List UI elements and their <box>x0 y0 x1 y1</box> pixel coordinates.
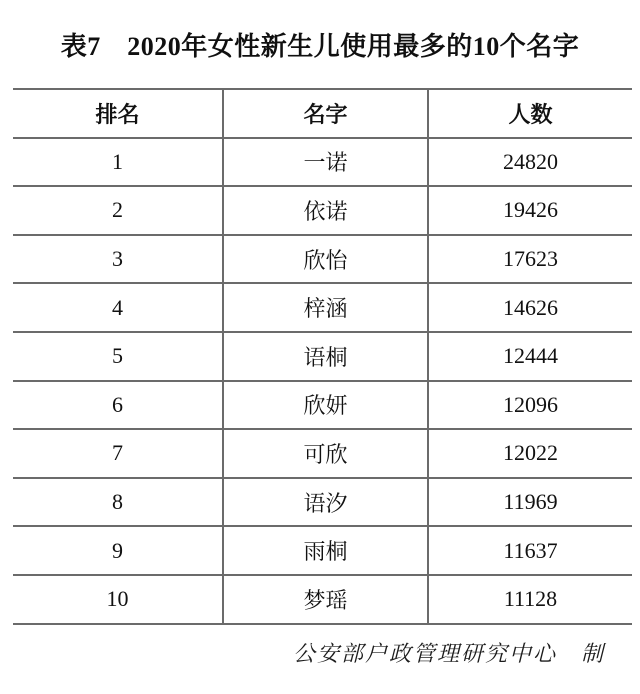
header-cell-name: 名字 <box>223 89 428 138</box>
header-row <box>13 89 632 138</box>
table-row <box>13 478 632 527</box>
header-cell-rank: 排名 <box>13 89 223 138</box>
name-cell: 可欣 <box>223 429 428 478</box>
name-cell: 欣怡 <box>223 235 428 284</box>
rank-cell: 1 <box>13 138 223 187</box>
table-row <box>13 138 632 187</box>
table-row <box>13 235 632 284</box>
table-row <box>13 283 632 332</box>
count-cell: 12444 <box>428 332 632 381</box>
rank-cell: 2 <box>13 186 223 235</box>
name-cell: 梦瑶 <box>223 575 428 624</box>
header-cell-count: 人数 <box>428 89 632 138</box>
name-cell: 语桐 <box>223 332 428 381</box>
names-table <box>13 88 632 625</box>
count-cell: 19426 <box>428 186 632 235</box>
rank-cell: 9 <box>13 526 223 575</box>
count-cell: 12096 <box>428 381 632 430</box>
rank-cell: 3 <box>13 235 223 284</box>
footer-credit: 公安部户政管理研究中心 制 <box>292 640 605 666</box>
name-cell: 一诺 <box>223 138 428 187</box>
table-row <box>13 381 632 430</box>
count-cell: 17623 <box>428 235 632 284</box>
rank-cell: 8 <box>13 478 223 527</box>
table-row <box>13 332 632 381</box>
count-cell: 14626 <box>428 283 632 332</box>
count-cell: 11637 <box>428 526 632 575</box>
count-cell: 24820 <box>428 138 632 187</box>
name-cell: 依诺 <box>223 186 428 235</box>
table-row <box>13 186 632 235</box>
count-cell: 11969 <box>428 478 632 527</box>
rank-cell: 5 <box>13 332 223 381</box>
name-cell: 欣妍 <box>223 381 428 430</box>
count-cell: 12022 <box>428 429 632 478</box>
rank-cell: 7 <box>13 429 223 478</box>
rank-cell: 6 <box>13 381 223 430</box>
name-cell: 雨桐 <box>223 526 428 575</box>
name-cell: 梓涵 <box>223 283 428 332</box>
page-title: 表7 2020年女性新生儿使用最多的10个名字 <box>60 32 580 61</box>
rank-cell: 4 <box>13 283 223 332</box>
table-row <box>13 526 632 575</box>
rank-cell: 10 <box>13 575 223 624</box>
table-row <box>13 429 632 478</box>
count-cell: 11128 <box>428 575 632 624</box>
table-row <box>13 575 632 624</box>
name-cell: 语汐 <box>223 478 428 527</box>
